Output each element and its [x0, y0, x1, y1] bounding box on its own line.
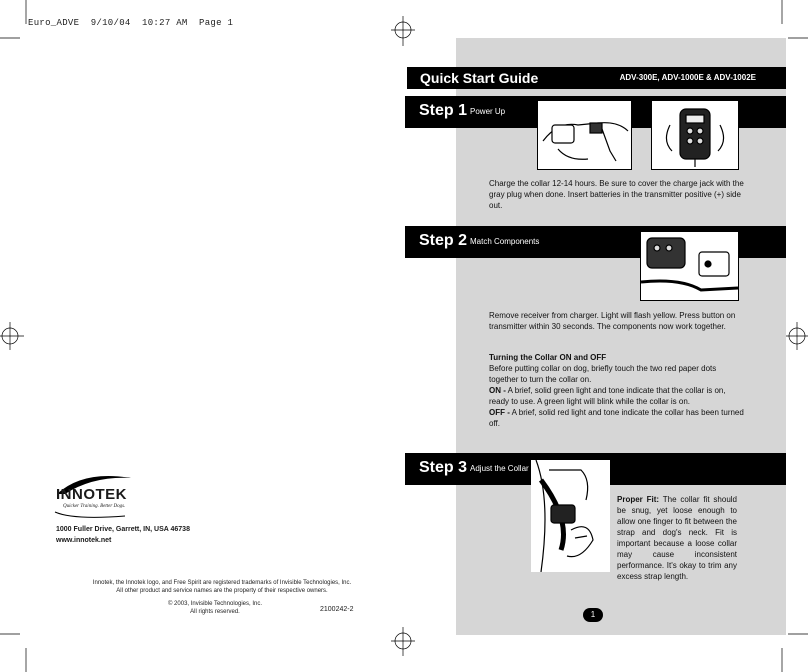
step-3-text [617, 494, 737, 582]
collar-on-off-section [489, 352, 745, 429]
off-instruction [489, 407, 745, 429]
copyright: © 2003, Invisible Technologies, Inc. [167, 601, 263, 607]
step-2-title: Match Components [470, 237, 540, 246]
brand-tagline: Quicker Training. Better Dogs. [63, 504, 126, 509]
off-text: A brief, solid red light and tone indicate the collar has been turned off. [489, 408, 744, 428]
receiver-transmitter-icon [641, 232, 738, 300]
trademark-line-1: Innotek, the Innotek logo, and Free Spirit are registered trademarks of Invisible Technologies, Inc. [92, 580, 352, 586]
quick-start-title: Quick Start Guide [420, 70, 539, 86]
charging-collar-icon [538, 101, 631, 169]
model-numbers: ADV-300E, ADV-1000E & ADV-1002E [619, 73, 756, 82]
part-number: 2100242-2 [320, 606, 354, 613]
quick-start-header [407, 67, 786, 89]
on-off-intro: Before putting collar on dog, briefly touch the two red paper dots together to turn the collar on. [489, 364, 717, 384]
step-2-number: Step 2 [419, 232, 468, 249]
company-website[interactable]: www.innotek.net [56, 537, 112, 544]
dog-collar-icon [531, 460, 610, 572]
on-text: A brief, solid green light and tone indicate that the collar is on, ready to use. A green light will blink while the collar is on. [489, 386, 726, 406]
collar-fit-illustration [531, 460, 610, 572]
company-address: 1000 Fuller Drive, Garrett, IN, USA 46738 [56, 526, 190, 533]
step-3-title: Adjust the Collar [470, 464, 529, 473]
step-1-text: Charge the collar 12-14 hours. Be sure to cover the charge jack with the gray plug when done. Insert batteries in the transmitter positive (+) side out. [489, 179, 744, 210]
transmitter-battery-icon [652, 101, 738, 169]
step-1-number: Step 1 [419, 102, 468, 119]
page-number: 1 [583, 608, 603, 622]
on-instruction [489, 385, 745, 407]
print-header: Euro_ADVE 9/10/04 10:27 AM Page 1 [28, 18, 234, 28]
matching-illustration [640, 231, 739, 301]
innotek-logo [53, 472, 153, 522]
off-label: OFF - [489, 408, 510, 417]
on-label: ON - [489, 386, 506, 395]
rights-reserved: All rights reserved. [190, 609, 240, 615]
legal-trademarks [86, 579, 358, 595]
brand-name: INNOTEK [56, 486, 127, 503]
fit-label: Proper Fit: [617, 495, 660, 504]
step-1-title: Power Up [470, 107, 506, 116]
copyright-block [150, 600, 280, 616]
step-2-text: Remove receiver from charger. Light will flash yellow. Press button on transmitter within 30 seconds. The components now work together. [489, 311, 736, 331]
fit-text: The collar fit should be snug, yet loose enough to allow one finger to fit between the strap and dog's neck. Fit is important because a loose collar may cause inconsistent performance. It's okay to trim any excess strap length. [617, 495, 737, 581]
step-3-number: Step 3 [419, 459, 468, 476]
transmitter-illustration [651, 100, 739, 170]
trademark-line-2: All other product and service names are the property of their respective owners. [116, 588, 328, 594]
on-off-heading: Turning the Collar ON and OFF [489, 353, 607, 362]
charger-illustration [537, 100, 632, 170]
